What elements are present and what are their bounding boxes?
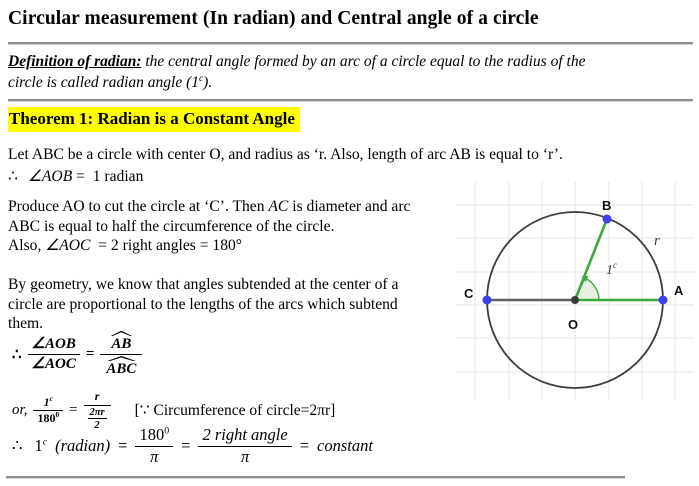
nested-numerator: 2πr [89,406,105,418]
fraction-numerator: ∠AOB [28,336,80,355]
fraction-denominator: ∠AOC [31,356,76,373]
point-b [603,215,612,224]
circle-diagram [456,182,694,400]
page-title: Circular measurement (In radian) and Central angle of a circle [8,8,539,29]
point-c [483,296,492,305]
text-segment: is diameter and arc [288,198,411,215]
deg-base: 180 [139,425,165,444]
definition-line-2 [8,72,696,93]
point-a [659,296,668,305]
text-segment: Also, [8,237,46,254]
fraction-denominator: π [240,446,250,466]
radian-superscript: c [198,73,204,84]
fraction-numerator: 2 right angle [198,426,291,447]
circumference-note: [∵ Circumference of circle=2πr] [134,402,336,420]
label-o: O [568,317,579,332]
paragraph-line [8,236,468,256]
deg-superscript: 0 [164,425,170,437]
theorem-heading-row [8,107,300,132]
deg-base: 180 [37,411,56,426]
radian-word: (radian) [55,436,111,456]
math-constant-line [12,426,373,467]
equals-sign: = [181,436,191,456]
constant-word: constant [317,436,373,456]
therefore-symbol: ∴ [12,347,22,364]
angle-aoc: ∠AOC [45,237,91,254]
label-a: A [674,283,684,298]
radian-superscript: c [42,436,48,448]
equals-one-radian: = 1 radian [72,167,144,185]
angle-label-base: 1 [606,263,613,278]
therefore-symbol: ∴ [12,436,23,456]
divider [8,42,693,45]
definition-line-1 [8,51,696,72]
fraction-angles [28,336,80,374]
paragraph-by-geometry [8,275,468,334]
equals-sign: = [69,402,78,419]
one-radian-base: 1 [43,394,50,409]
divider [8,99,693,102]
fraction-numerator [100,331,142,355]
equals-sign: = [85,346,95,363]
paragraph-line: By geometry, we know that angles subtended at the center of a [8,276,399,293]
text-segment: Produce AO to cut the circle at ‘C’. Then [8,198,269,215]
one-base: 1 [34,436,43,456]
fraction-numerator [135,426,173,447]
equals-sign: = [118,436,128,456]
paragraph-produce-ao [8,197,468,256]
angle-aob: ∠AOB [27,167,73,185]
paragraph-line: Let ABC be a circle with center O, and radius as ‘r. Also, length of arc AB is equal to ‘r’. [8,146,563,163]
angle-label-sup: c [613,260,617,270]
arc-abc-with-hat: ABC [104,356,138,378]
paragraph-line: ABC is equal to half the circumference of the circle. [8,217,335,235]
label-c: C [464,286,474,301]
paragraph-let-abc [8,145,696,186]
definition-text-2: circle is called radian angle (1 [8,74,199,91]
grid-lines [456,182,694,400]
nested-denominator: 2 [94,420,100,432]
divider [6,476,625,479]
radian-superscript: c [49,394,53,403]
paragraph-line: them. [8,315,44,332]
fraction-denominator [100,355,142,378]
fraction-1c-180 [33,396,63,427]
definition-paragraph [8,51,696,93]
arc-ab-with-hat: AB [109,331,133,353]
point-o [571,296,579,304]
deg-superscript: 0 [55,411,60,420]
paragraph-line: circle are proportional to the lengths of the arcs which subtend [8,295,398,313]
circle-diagram-svg [456,182,694,400]
equals-sign: = [299,436,310,456]
fraction-numerator: r [84,390,111,406]
text-segment: = 2 right angles = 180° [90,237,243,254]
fraction-2ra-pi [198,426,291,467]
fraction-denominator [33,411,63,426]
segment-ac: AC [268,198,289,215]
math-angle-ratio [12,331,142,379]
fraction-arcs [100,331,142,379]
therefore-symbol: ∴ [8,167,18,185]
fraction-denominator: π [150,446,159,466]
label-b: B [602,198,612,213]
label-1c [606,260,617,278]
theorem-heading: Theorem 1: Radian is a Constant Angle [8,107,300,132]
definition-text: the central angle formed by an arc of a circle equal to the radius of the [141,53,586,70]
or-label: or, [12,402,28,419]
definition-text-3: ). [203,74,213,91]
fraction-180-pi [135,426,173,467]
definition-label: Definition of radian: [8,53,142,70]
label-r: r [654,233,660,249]
fraction-numerator [33,396,63,412]
one-radian [35,436,48,456]
paragraph-line [8,197,468,217]
